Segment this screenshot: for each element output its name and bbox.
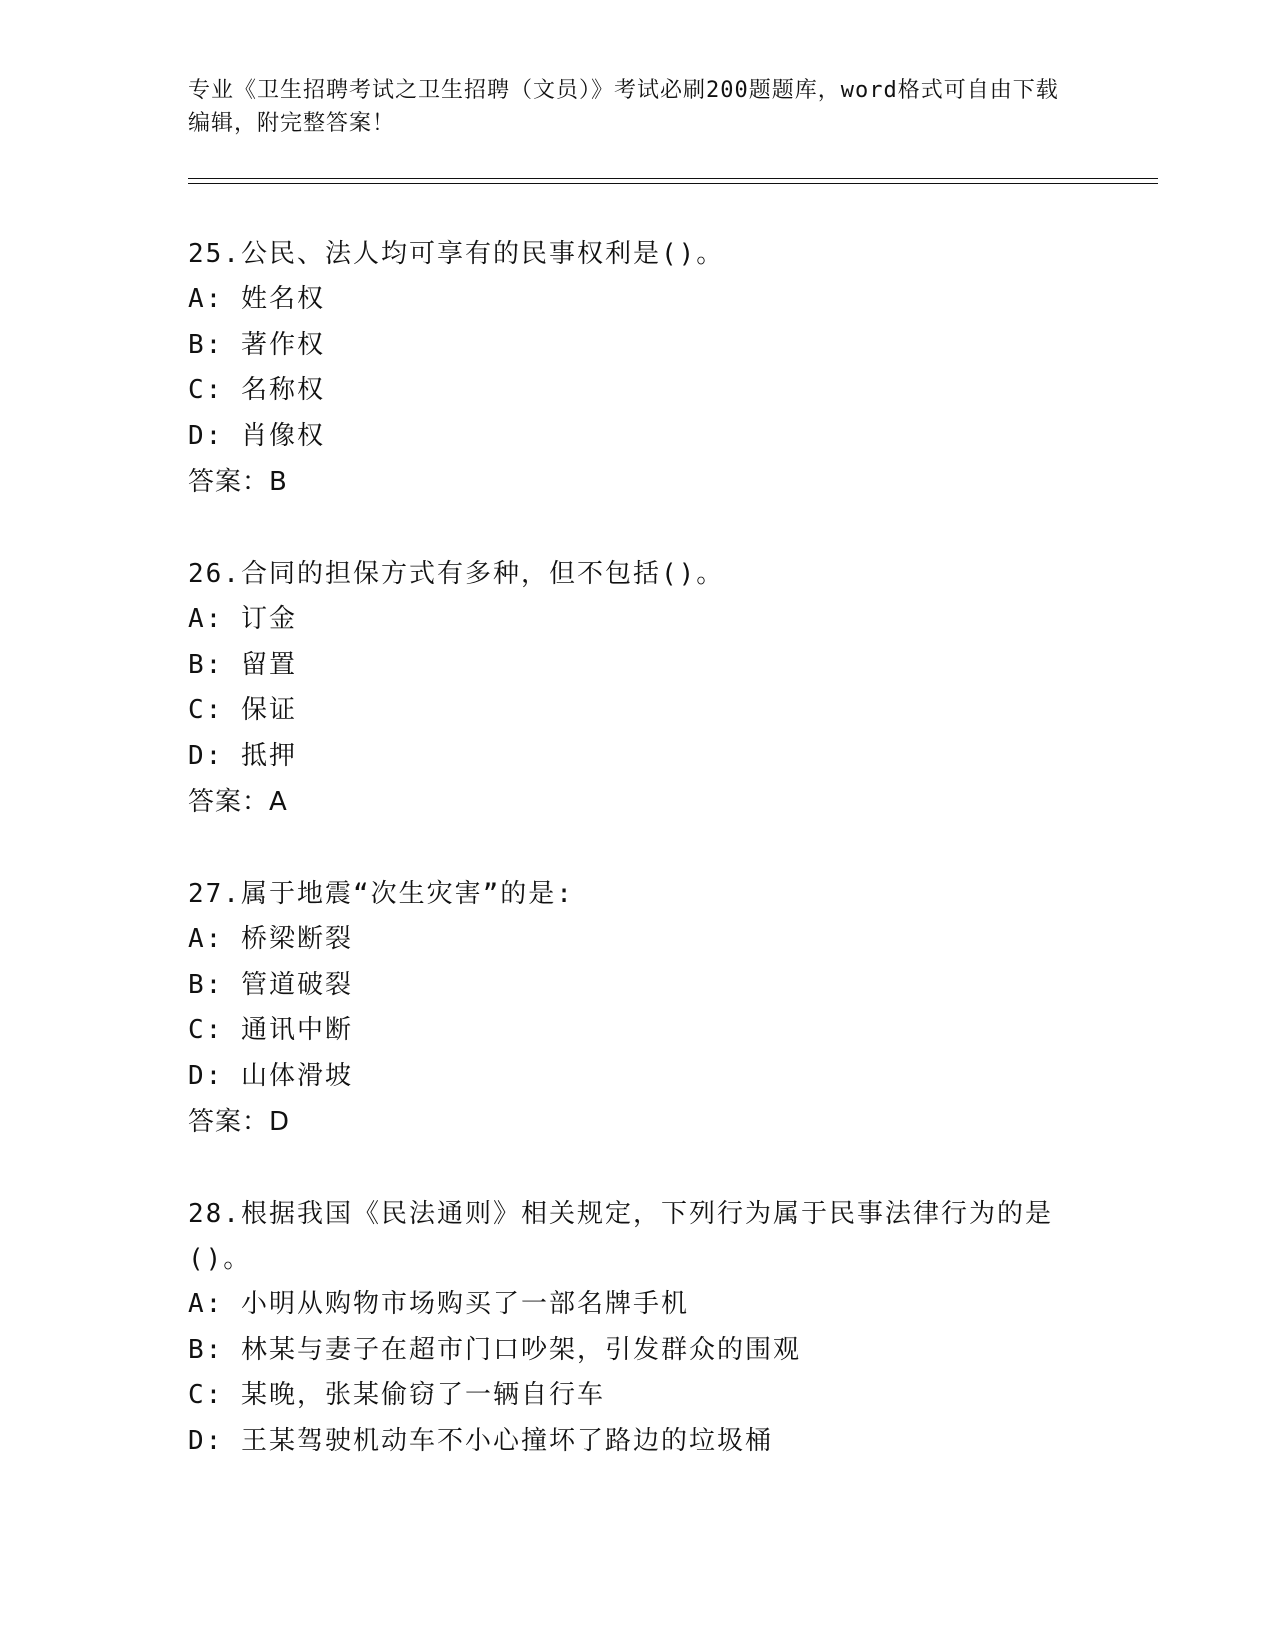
question-26	[188, 552, 1088, 826]
option-a: A: 订金	[188, 604, 297, 634]
header-divider-bottom	[188, 183, 1158, 184]
answer-line: 答案：B	[188, 467, 288, 497]
option-c: C: 某晚，张某偷窃了一辆自行车	[188, 1380, 605, 1410]
option-c: C: 保证	[188, 695, 297, 725]
option-a: A: 姓名权	[188, 284, 325, 314]
option-d: D: 王某驾驶机动车不小心撞坏了路边的垃圾桶	[188, 1425, 773, 1456]
header-divider-top	[188, 178, 1158, 179]
question-stem: 27.属于地震“次生灾害”的是:	[188, 879, 574, 909]
option-c: C: 通讯中断	[188, 1015, 353, 1045]
option-a: A: 小明从购物市场购买了一部名牌手机	[188, 1289, 689, 1319]
option-b: B: 林某与妻子在超市门口吵架，引发群众的围观	[188, 1334, 801, 1365]
question-stem: 25.公民、法人均可享有的民事权利是()。	[188, 239, 725, 269]
question-stem: 28.根据我国《民法通则》相关规定，下列行为属于民事法律行为的是()。	[188, 1199, 1053, 1274]
question-27	[188, 872, 1088, 1146]
document-header: 专业《卫生招聘考试之卫生招聘（文员）》考试必刷200题题库，word格式可自由下载编辑，附完整答案！	[188, 78, 1059, 136]
option-d: D: 抵押	[188, 740, 297, 771]
option-d: D: 山体滑坡	[188, 1060, 353, 1091]
option-b: B: 著作权	[188, 329, 325, 360]
question-25	[188, 232, 1088, 506]
option-b: B: 管道破裂	[188, 969, 353, 1000]
option-a: A: 桥梁断裂	[188, 924, 353, 954]
answer-line: 答案：D	[188, 1107, 291, 1137]
question-stem: 26.合同的担保方式有多种，但不包括()。	[188, 559, 725, 589]
answer-line: 答案：A	[188, 787, 288, 817]
question-28	[188, 1192, 1088, 1464]
option-c: C: 名称权	[188, 375, 325, 405]
option-d: D: 肖像权	[188, 420, 325, 451]
question-list	[188, 232, 1088, 1510]
option-b: B: 留置	[188, 649, 297, 680]
